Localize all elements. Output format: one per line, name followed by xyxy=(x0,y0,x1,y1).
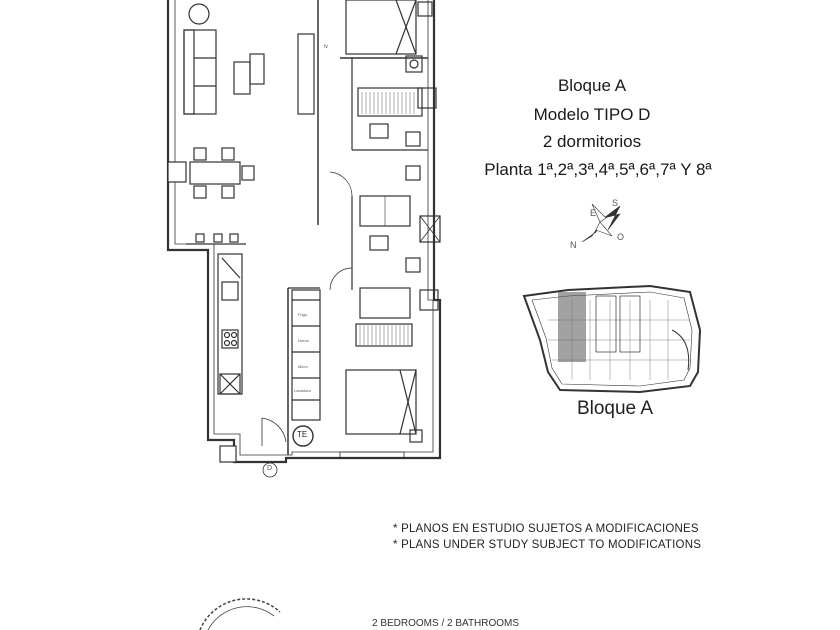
chair xyxy=(214,234,222,242)
chair xyxy=(194,186,206,198)
kitchen-counter xyxy=(218,254,242,394)
note-english: * PLANS UNDER STUDY SUBJECT TO MODIFICATIONS xyxy=(393,539,702,551)
compass-rose xyxy=(582,204,620,242)
floors-title: Planta 1ª,2ª,3ª,4ª,5ª,6ª,7ª Y 8ª xyxy=(484,160,712,179)
entrance-door-arc xyxy=(262,418,286,442)
wall-marker xyxy=(418,2,432,16)
key-plan-drawing xyxy=(524,286,700,392)
toilet xyxy=(370,236,388,250)
coffee-table xyxy=(234,62,250,94)
compass-o-label: O xyxy=(617,232,625,242)
closet-tag: Lavadora xyxy=(294,388,311,393)
chair xyxy=(196,234,204,242)
tv-label: tv xyxy=(324,44,328,50)
column xyxy=(220,446,236,462)
bedrooms-title: 2 dormitorios xyxy=(542,132,642,151)
entrance-label: D xyxy=(267,465,273,472)
sofa xyxy=(184,30,216,114)
toilet xyxy=(370,124,388,138)
chair xyxy=(194,148,206,160)
compass-e-label: E xyxy=(590,208,597,218)
outer-wall-inner xyxy=(175,0,433,455)
closet-tag: Horno xyxy=(298,338,309,343)
compass-n-label: N xyxy=(570,240,577,250)
burner xyxy=(232,341,237,346)
chair xyxy=(222,148,234,160)
key-plan-label: Bloque A xyxy=(576,398,654,419)
chair xyxy=(230,234,238,242)
plant-circle xyxy=(189,4,209,24)
door-arc xyxy=(330,172,352,196)
bathtub-hatch xyxy=(362,92,414,114)
block-title: Bloque A xyxy=(557,76,627,95)
dining-table xyxy=(190,162,240,184)
compass-s-label: S xyxy=(612,198,619,208)
footer-summary: 2 BEDROOMS / 2 BATHROOMS xyxy=(372,618,520,629)
burner xyxy=(225,341,230,346)
burner xyxy=(225,333,230,338)
sink-drain xyxy=(410,60,418,68)
sofa-back xyxy=(184,30,194,114)
bed-bottom xyxy=(346,370,416,434)
burner xyxy=(232,333,237,338)
chair xyxy=(242,166,254,180)
building-outline xyxy=(524,286,700,392)
core xyxy=(596,296,616,352)
te-label: TE xyxy=(297,430,308,439)
bottom-compass xyxy=(200,599,280,630)
corner-curve xyxy=(672,330,689,370)
tv-stand xyxy=(298,34,314,114)
counter-diag xyxy=(222,258,240,278)
closet-tag: Micro xyxy=(298,364,308,369)
column xyxy=(168,162,186,182)
washbasin xyxy=(406,258,420,272)
note-spanish: * PLANOS EN ESTUDIO SUJETOS A MODIFICACIONES xyxy=(393,523,699,535)
sink xyxy=(222,282,238,300)
apartment-plan xyxy=(168,0,440,477)
wardrobe-hatch xyxy=(360,324,408,346)
closet-tag: Frigo xyxy=(298,312,308,317)
shower xyxy=(360,288,410,318)
model-title: Modelo TIPO D xyxy=(533,105,651,124)
washbasin xyxy=(406,132,420,146)
washbasin xyxy=(406,166,420,180)
chair xyxy=(222,186,234,198)
door-arc xyxy=(330,268,352,290)
coffee-table xyxy=(250,54,264,84)
